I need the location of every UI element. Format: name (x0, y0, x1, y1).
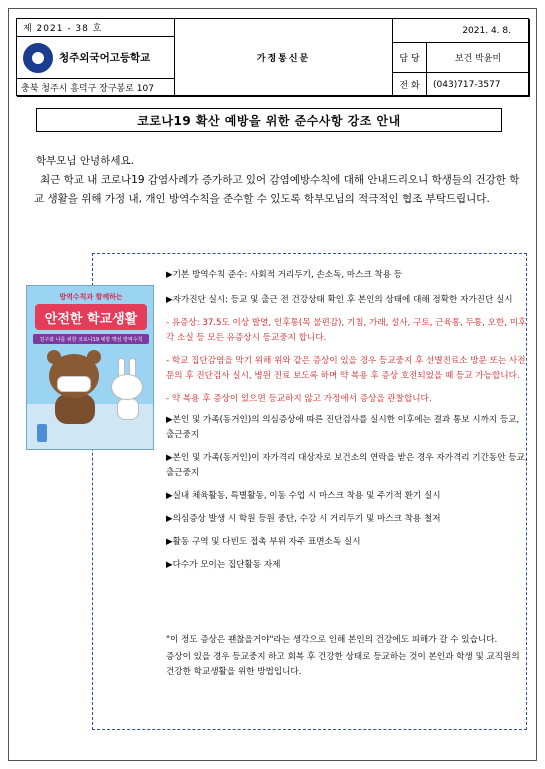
intro-text (34, 152, 522, 209)
subject-title: 코로나19 확산 예방을 위한 준수사항 강조 안내 (36, 108, 502, 132)
letter-header (16, 18, 529, 96)
list-item: - 유증상: 37.5도 이상 발열, 인후통(목 불편감), 기침, 가래, 설사, 구토, 근육통, 두통, 오한, 미후각 소실 등 모든 유증상시 등교중지 합니다. (166, 318, 527, 343)
bear-character-icon (45, 354, 103, 416)
list-item: - 학교 집단감염을 막기 위해 위와 같은 증상이 있을 경우 등교중지 후 선별진료소 방문 또는 사전 문의 후 진단검사 실시, 병원 진료 보도록 하며 약 복용 후 증상 호전되었을 때 등교 가능합니다. (166, 356, 526, 381)
poster-subtitle: 친구와 나를 위한 코로나19 예방 핵심 방역수칙 (33, 334, 149, 344)
guideline-list (166, 268, 528, 573)
list-item: ▶의심증상 발생 시 학원 등원 중단, 수강 시 거리두기 및 마스크 착용 철저 (166, 514, 441, 524)
phone-label: 전 화 (393, 73, 427, 97)
phone-value: (043)717-3577 (427, 73, 530, 97)
list-item: ▶자가진단 실시: 등교 및 출근 전 건강상태 확인 후 본인의 상태에 대해 정확한 자가진단 실시 (166, 295, 513, 305)
page-title: 가정통신문 (175, 19, 393, 97)
poster-title: 안전한 학교생활 (35, 304, 147, 330)
list-item: ▶본인 및 가족(동거인)이 자가격리 대상자로 보건소의 연락을 받은 경우 자가격리 기간동안 등교, 출근중지 (166, 453, 528, 478)
issue-number: 제 2021 - 38 호 (17, 19, 175, 37)
closing-notes (166, 633, 528, 680)
list-item: ▶실내 체육활동, 특별활동, 이동 수업 시 마스크 착용 및 주기적 환기 실시 (166, 491, 441, 501)
list-item: ▶기본 방역수칙 준수: 사회적 거리두기, 손소독, 마스크 착용 등 (166, 270, 403, 280)
hand-sanitizer-icon (37, 424, 47, 442)
list-item: - 약 복용 후 증상이 있으면 등교하지 않고 가정에서 증상을 관찰합니다. (166, 394, 432, 404)
intro-paragraph: 최근 학교 내 코로나19 감염사례가 증가하고 있어 감염예방수칙에 대해 안내드리오니 학생들의 건강한 학교 생활을 위해 가정 내, 개인 방역수칙을 준수할 수 있도록 학부모님의 적극적인 협조 부탁드립니다. (34, 174, 520, 205)
list-item: ▶본인 및 가족(동거인)의 의심증상에 따른 진단검사를 실시한 이후에는 결과 통보 시까지 등교, 출근중지 (166, 415, 520, 440)
list-item: ▶활동 구역 및 다빈도 접촉 부위 자주 표면소독 실시 (166, 537, 361, 547)
list-item: ▶다수가 모이는 집단활동 자제 (166, 560, 281, 570)
contact-label: 담 당 (393, 43, 427, 73)
school-name: 청주외국어고등학교 (59, 52, 151, 64)
contact-value: 보건 박윤미 (427, 43, 530, 73)
school-logo-icon (23, 43, 53, 73)
closing-note: 증상이 있을 경우 등교중지 하고 회복 후 건강한 상태로 등교하는 것이 본인과 학생 및 교직원의 건강한 학교생활을 위한 방법입니다. (166, 652, 520, 677)
issue-date: 2021. 4. 8. (393, 19, 530, 43)
closing-note: "이 정도 증상은 괜찮을거야"라는 생각으로 인해 본인의 건강에도 피해가 갈 수 있습니다. (166, 635, 498, 645)
school-address: 충북 청주시 흥덕구 장구봉로 107 (17, 79, 175, 97)
bunny-character-icon (109, 358, 145, 418)
campaign-poster (26, 285, 154, 450)
poster-head: 방역수칙과 함께하는 (59, 293, 123, 301)
greeting: 학부모님 안녕하세요. (36, 155, 134, 167)
school-block (17, 37, 175, 79)
